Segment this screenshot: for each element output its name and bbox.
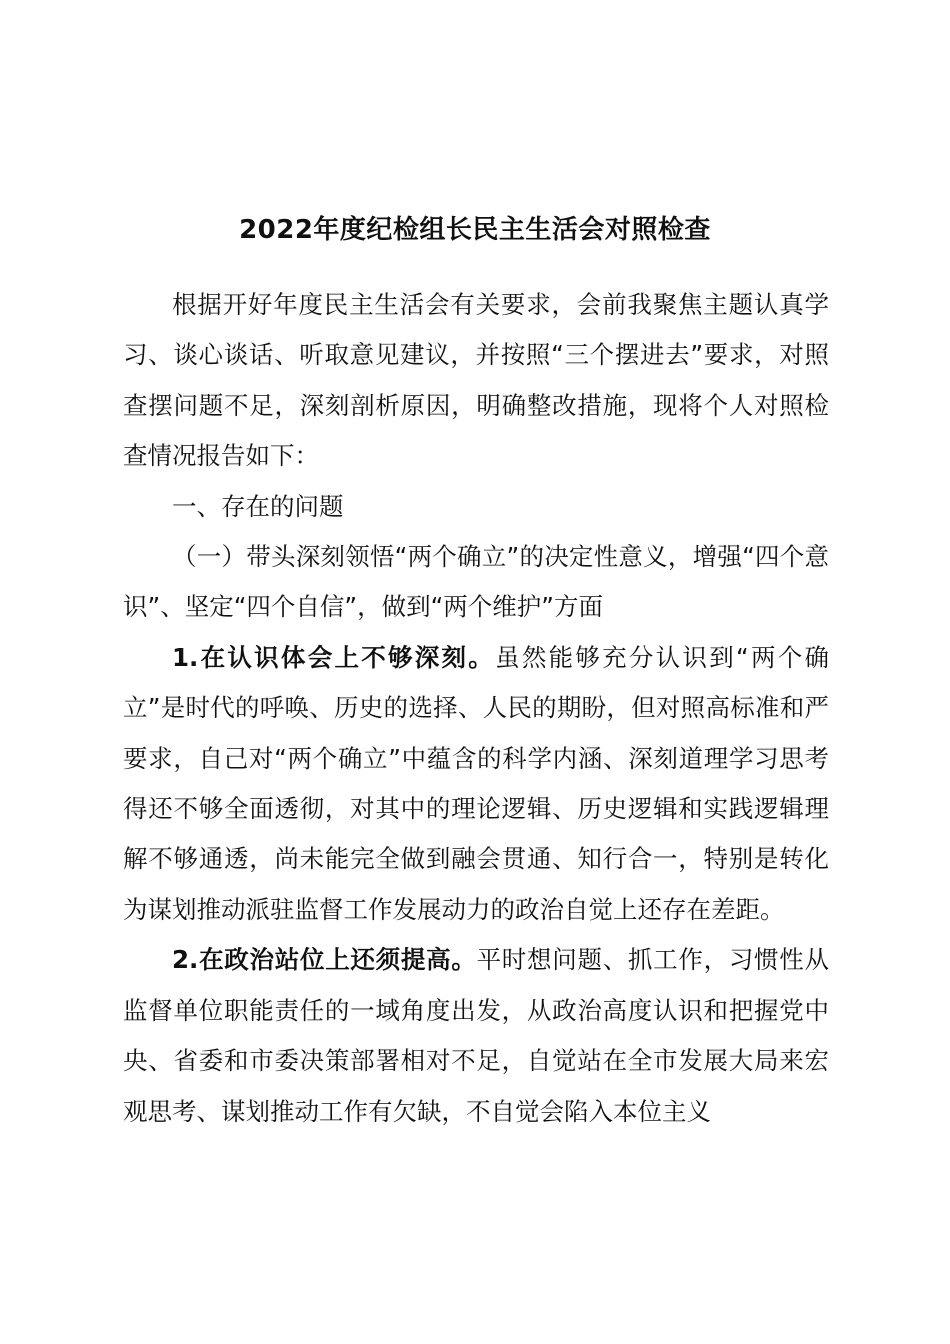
- paragraph-item-2: [123, 935, 829, 1137]
- document-title: 2022年度纪检组长民主生活会对照检查: [239, 215, 711, 245]
- item-1-text: 虽然能够充分认识到“两个确立”是时代的呼唤、历史的选择、人民的期盼，但对照高标准和严要求，自己对“两个确立”中蕴含的科学内涵、深刻道理学习思考得还不够全面透彻，对其中的理论逻辑、历史逻辑和实践逻辑理解不够通透，尚未能完全做到融会贯通、知行合一，特别是转化为谋划推动派驻监督工作发展动力的政治自觉上还存在差距。: [123, 642, 829, 924]
- item-2-text: 平时想问题、抓工作，习惯性从监督单位职能责任的一域角度出发，从政治高度认识和把握党中央、省委和市委决策部署相对不足，自觉站在全市发展大局来宏观思考、谋划推动工作有欠缺，不自觉会陷入本位主义: [123, 945, 829, 1126]
- section-heading-text: 一、存在的问题: [172, 491, 344, 521]
- paragraph-item-1: [123, 633, 829, 935]
- subsection-heading-text: （一）带头深刻领悟“两个确立”的决定性意义，增强“四个意识”、坚定“四个自信”，做到“两个维护”方面: [123, 542, 829, 622]
- subsection-heading-1: [123, 532, 829, 633]
- item-2-lead: 2.在政治站位上还须提高。: [172, 945, 477, 975]
- paragraph-intro: [123, 280, 829, 482]
- document-body: [123, 280, 829, 1137]
- section-heading-problems: [123, 482, 829, 532]
- paragraph-intro-text: 根据开好年度民主生活会有关要求，会前我聚焦主题认真学习、谈心谈话、听取意见建议，并按照“三个摆进去”要求，对照查摆问题不足，深刻剖析原因，明确整改措施，现将个人对照检查情况报告如下：: [123, 290, 829, 471]
- item-1-lead: 1.在认识体会上不够深刻。: [172, 642, 496, 672]
